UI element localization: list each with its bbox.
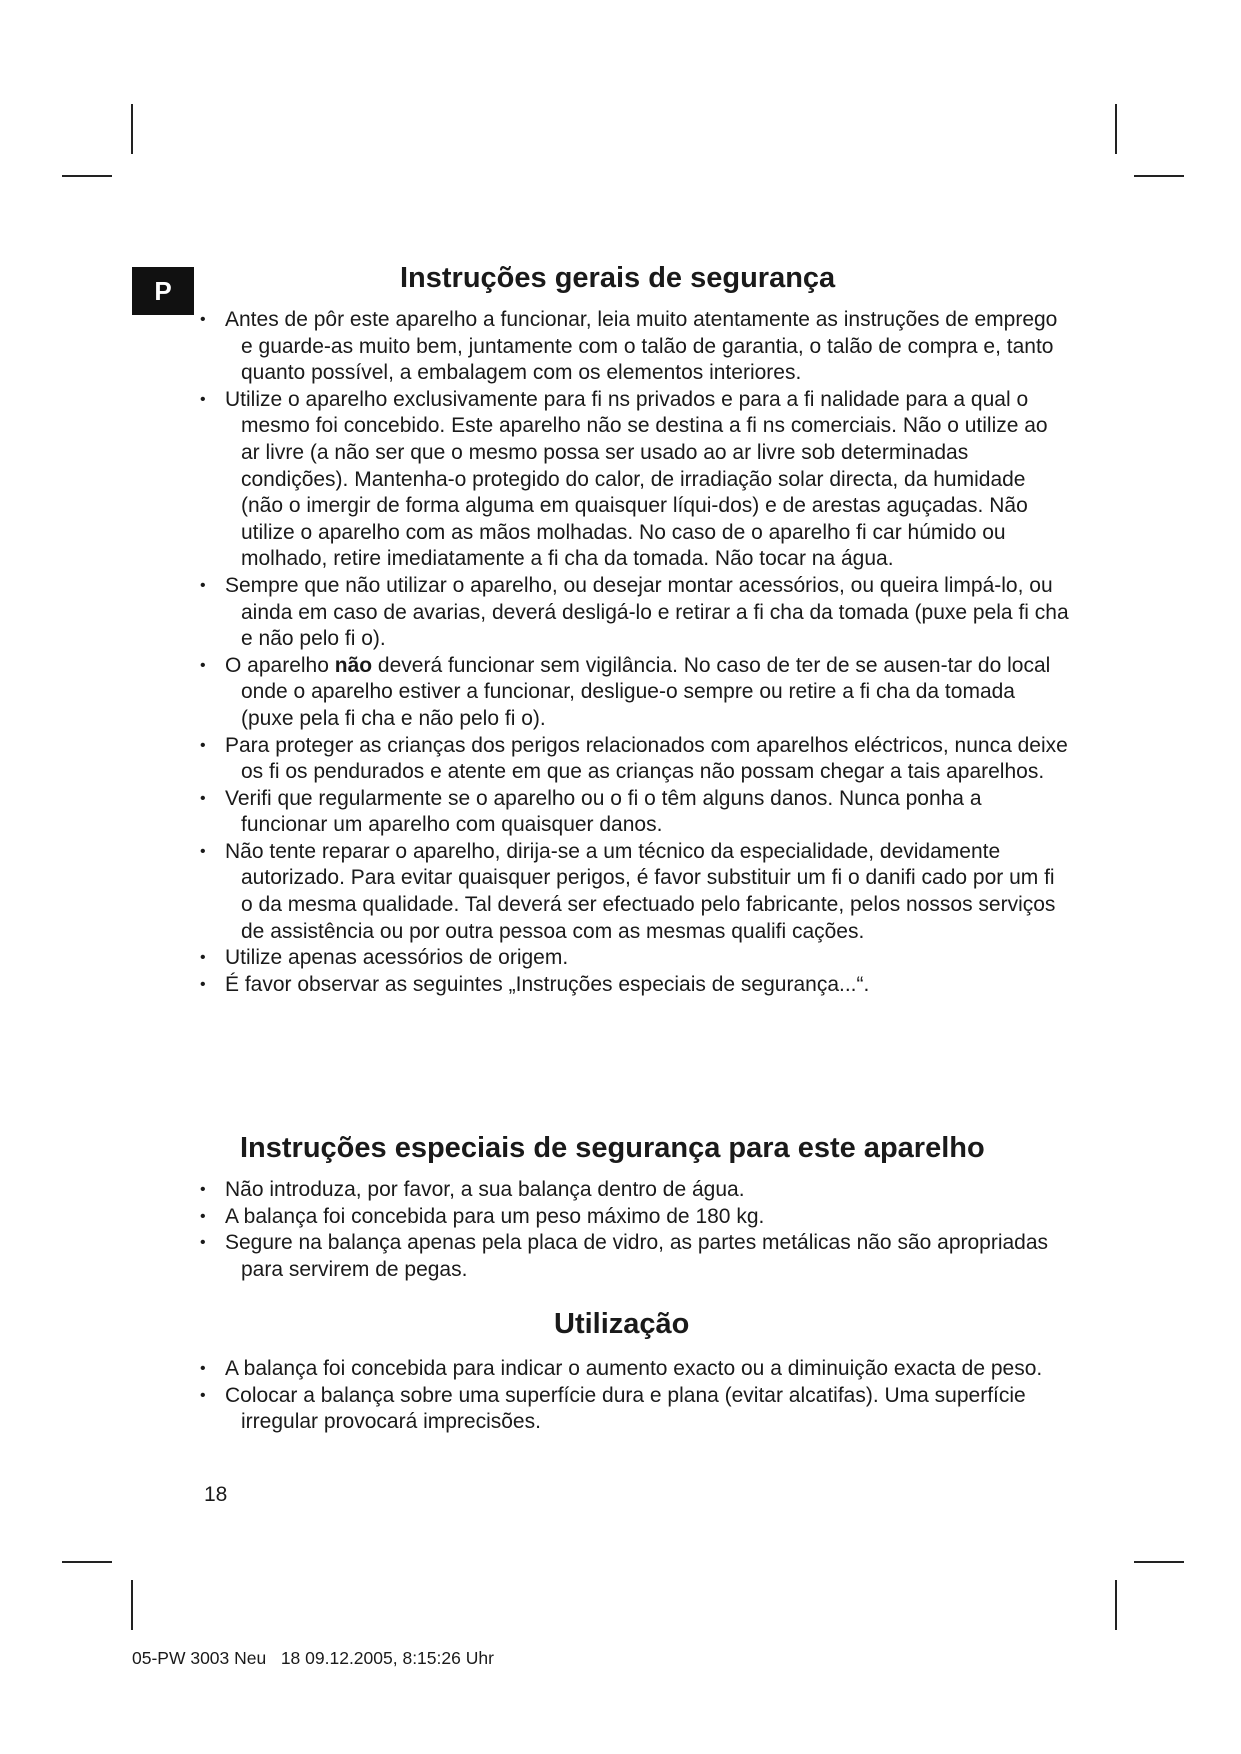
general-safety-list bbox=[200, 307, 1070, 998]
heading-usage: Utilização bbox=[554, 1308, 690, 1340]
special-safety-list bbox=[200, 1177, 1070, 1283]
item-text-after: deverá funcionar sem vigilância. No caso de ter de se ausen-tar do local onde o aparelho estiver a funcionar, desligue-o sempre ou retire a fi cha da tomada (puxe pela fi cha e não pelo fi o). bbox=[241, 653, 1051, 730]
list-item: • Colocar a balança sobre uma superfície dura e plana (evitar alcatifas). Uma superfície irregular provocará imprecisões. bbox=[200, 1383, 1070, 1436]
list-item: • Antes de pôr este aparelho a funcionar, leia muito atentamente as instruções de emprego e guarde-as muito bem, juntamente com o talão de garantia, o talão de compra e, tanto quanto possível, a embalagem com os elementos interiores. bbox=[200, 307, 1070, 387]
heading-general-safety: Instruções gerais de segurança bbox=[400, 262, 836, 294]
crop-mark-bottom-left-vertical bbox=[131, 1580, 133, 1630]
page-number: 18 bbox=[204, 1483, 228, 1506]
crop-mark-bottom-left-horizontal bbox=[62, 1561, 112, 1563]
crop-mark-top-right-horizontal bbox=[1134, 175, 1184, 177]
list-item: • Não introduza, por favor, a sua balança dentro de água. bbox=[200, 1177, 1070, 1204]
usage-list bbox=[200, 1356, 1070, 1436]
list-item: • Para proteger as crianças dos perigos relacionados com aparelhos eléctricos, nunca deixe os fi os pendurados e atente em que as crianças não possam chegar a tais aparelhos. bbox=[200, 733, 1070, 786]
list-item: • Verifi que regularmente se o aparelho ou o fi o têm alguns danos. Nunca ponha a funcionar um aparelho com quaisquer danos. bbox=[200, 786, 1070, 839]
crop-mark-top-right-vertical bbox=[1115, 104, 1117, 154]
crop-mark-bottom-right-horizontal bbox=[1134, 1561, 1184, 1563]
crop-mark-top-left-vertical bbox=[131, 104, 133, 154]
heading-special-safety: Instruções especiais de segurança para este aparelho bbox=[240, 1132, 985, 1164]
crop-mark-top-left-horizontal bbox=[62, 175, 112, 177]
item-emphasis: não bbox=[334, 653, 373, 677]
list-item: • Utilize o aparelho exclusivamente para fi ns privados e para a fi nalidade para a qual o mesmo foi concebido. Este aparelho não se destina a fi ns comerciais. Não o utilize ao ar livre (a não ser que o mesmo possa ser usado ao ar livre sob determinadas condições). Mantenha-o protegido do calor, de irradiação solar directa, da humidade (não o imergir de forma alguma em quaisquer líqui-dos) e de arestas aguçadas. Não utilize o aparelho com as mãos molhadas. No caso de o aparelho fi car húmido ou molhado, retire imediatamente a fi cha da tomada. Não tocar na água. bbox=[200, 387, 1070, 573]
list-item: • A balança foi concebida para indicar o aumento exacto ou a diminuição exacta de peso. bbox=[200, 1356, 1070, 1383]
list-item: • Utilize apenas acessórios de origem. bbox=[200, 945, 1070, 972]
language-tab bbox=[132, 267, 194, 315]
crop-mark-bottom-right-vertical bbox=[1115, 1580, 1117, 1630]
list-item: • É favor observar as seguintes „Instruções especiais de segurança...“. bbox=[200, 972, 1070, 999]
list-item bbox=[200, 653, 1070, 733]
item-text-before: O aparelho bbox=[225, 653, 335, 677]
print-slug: 05-PW 3003 Neu 18 09.12.2005, 8:15:26 Uhr bbox=[132, 1648, 494, 1668]
list-item: • A balança foi concebida para um peso máximo de 180 kg. bbox=[200, 1204, 1070, 1231]
list-item: • Sempre que não utilizar o aparelho, ou desejar montar acessórios, ou queira limpá-lo, ou ainda em caso de avarias, deverá desligá-lo e retirar a fi cha da tomada (puxe pela fi cha e não pelo fi o). bbox=[200, 573, 1070, 653]
list-item: • Não tente reparar o aparelho, dirija-se a um técnico da especialidade, devidamente autorizado. Para evitar quaisquer perigos, é favor substituir um fi o danifi cado por um fi o da mesma qualidade. Tal deverá ser efectuado pelo fabricante, pelos nossos serviços de assistência ou por outra pessoa com as mesmas qualifi cações. bbox=[200, 839, 1070, 945]
language-tab-label: P bbox=[154, 275, 172, 306]
list-item: • Segure na balança apenas pela placa de vidro, as partes metálicas não são apropriadas para servirem de pegas. bbox=[200, 1230, 1070, 1283]
